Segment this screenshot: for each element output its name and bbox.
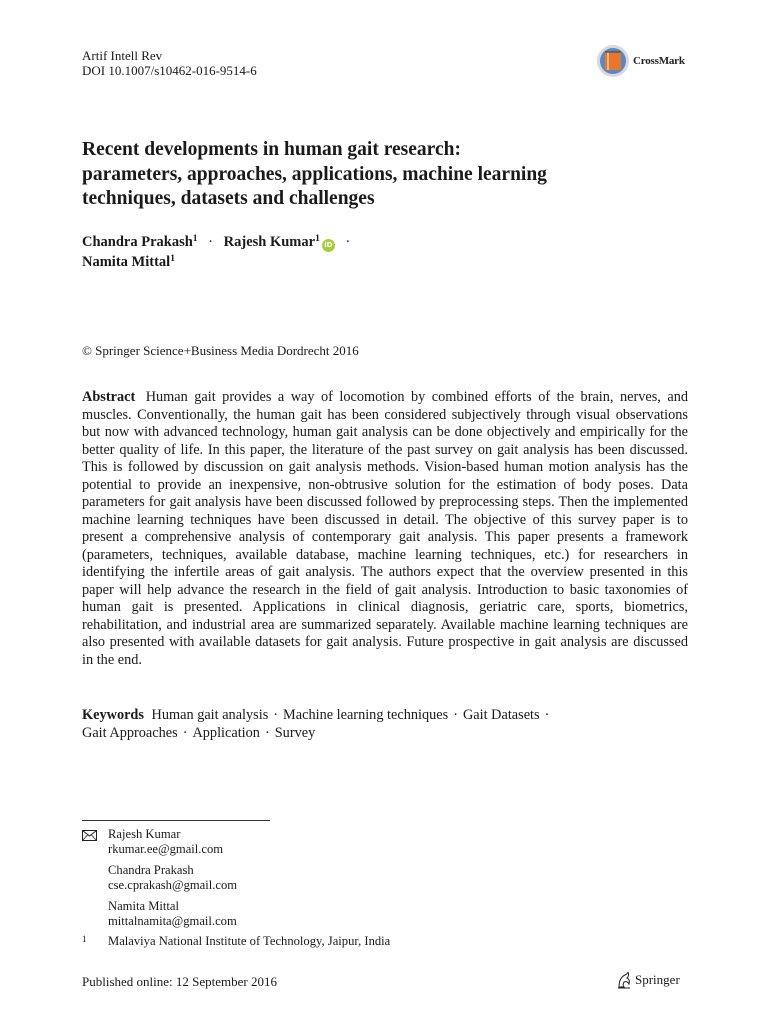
crossmark-label: CrossMark bbox=[633, 55, 685, 67]
author-affil-mark: 1 bbox=[170, 253, 175, 264]
journal-name: Artif Intell Rev bbox=[82, 48, 163, 63]
springer-horse-icon bbox=[616, 971, 632, 989]
footnote-divider bbox=[82, 820, 270, 821]
author-name[interactable]: Rajesh Kumar bbox=[223, 234, 316, 250]
contact-name: Rajesh Kumar bbox=[108, 827, 181, 841]
keyword-separator: · bbox=[273, 707, 279, 723]
keyword: Gait Datasets bbox=[462, 707, 540, 723]
contact-email[interactable]: rkumar.ee@gmail.com bbox=[108, 842, 224, 856]
contact-email[interactable]: mittalnamita@gmail.com bbox=[108, 914, 237, 928]
contact-entry bbox=[108, 827, 223, 857]
keyword-separator: · bbox=[264, 725, 270, 741]
publisher-name: Springer bbox=[635, 972, 680, 987]
keyword: Machine learning techniques bbox=[283, 707, 449, 723]
author-affil-mark: 1 bbox=[192, 234, 198, 244]
abstract-text: Human gait provides a way of locomotion by combined efforts of the brain, nerves, and muscles. Conventionally, the human gait has been considered subjectively through visual observations but now with advanced technology, human gait analysis can be done objectively and empirically for the better quality of life. In this paper, the literature of the past survey on gait analysis has been discussed. This is followed by discussion on gait analysis methods. Vision-based human motion analysis has the potential to provide an inexpensive, non-obtrusive solution for the estimation of body poses. Data parameters for gait analysis have been discussed followed by preprocessing steps. Then the implemented machine learning techniques have been discussed in detail. The objective of this survey paper is to present a comprehensive analysis of contemporary gait analysis. This paper presents a framework (parameters, techniques, available database, machine learning techniques, etc.) for researchers in identifying the infertile areas of gait analysis. The authors expect that the overview presented in this paper will help advance the research in the field of gait analysis. Introduction to basic taxonomies of human gait is presented. Applications in clinical diagnosis, geriatric care, sports, biometrics, rehabilitation, and industrial area are summarized separately. Available machine learning techniques are also presented with available datasets for gait analysis. Future prospective in gait analysis are discussed in the end. bbox=[82, 389, 688, 668]
keyword: Survey bbox=[274, 725, 316, 741]
keywords-label: Keywords bbox=[82, 707, 144, 723]
contact-entry bbox=[108, 863, 237, 893]
orcid-icon[interactable]: iD bbox=[322, 239, 335, 252]
author-name[interactable]: Namita Mittal bbox=[82, 253, 171, 270]
envelope-icon bbox=[82, 830, 97, 841]
contact-name: Namita Mittal bbox=[108, 899, 179, 913]
title-line: techniques, datasets and challenges bbox=[82, 188, 375, 209]
keyword-separator: · bbox=[544, 707, 550, 723]
keyword-separator: · bbox=[453, 707, 458, 723]
affiliation-text: Malaviya National Institute of Technology, Jaipur, India bbox=[108, 934, 391, 948]
author-list bbox=[82, 233, 482, 272]
author-separator: · bbox=[208, 234, 214, 250]
contact-entry bbox=[108, 899, 237, 929]
keyword-separator: · bbox=[182, 725, 188, 741]
abstract-label: Abstract bbox=[82, 389, 136, 405]
abstract bbox=[82, 389, 688, 669]
keywords bbox=[82, 706, 688, 742]
published-date: Published online: 12 September 2016 bbox=[82, 974, 277, 989]
keyword: Gait Approaches bbox=[82, 725, 178, 741]
keyword: Human gait analysis bbox=[151, 707, 269, 723]
affiliation-number: 1 bbox=[82, 934, 87, 944]
author-separator: · bbox=[345, 234, 351, 250]
crossmark-badge[interactable] bbox=[596, 44, 688, 78]
title-line: parameters, approaches, applications, machine learning bbox=[82, 163, 547, 185]
keyword: Application bbox=[192, 725, 260, 741]
paper-title bbox=[82, 138, 642, 212]
contact-name: Chandra Prakash bbox=[108, 863, 194, 877]
copyright-notice: © Springer Science+Business Media Dordrecht 2016 bbox=[82, 343, 359, 358]
affiliation bbox=[82, 934, 390, 949]
author-affil-mark: 1 bbox=[315, 234, 320, 244]
title-line: Recent developments in human gait research: bbox=[82, 139, 461, 160]
author-name[interactable]: Chandra Prakash bbox=[82, 234, 193, 250]
doi[interactable]: DOI 10.1007/s10462-016-9514-6 bbox=[82, 63, 257, 78]
crossmark-icon bbox=[596, 44, 630, 78]
springer-logo bbox=[616, 971, 680, 989]
contact-email[interactable]: cse.cprakash@gmail.com bbox=[108, 878, 238, 892]
